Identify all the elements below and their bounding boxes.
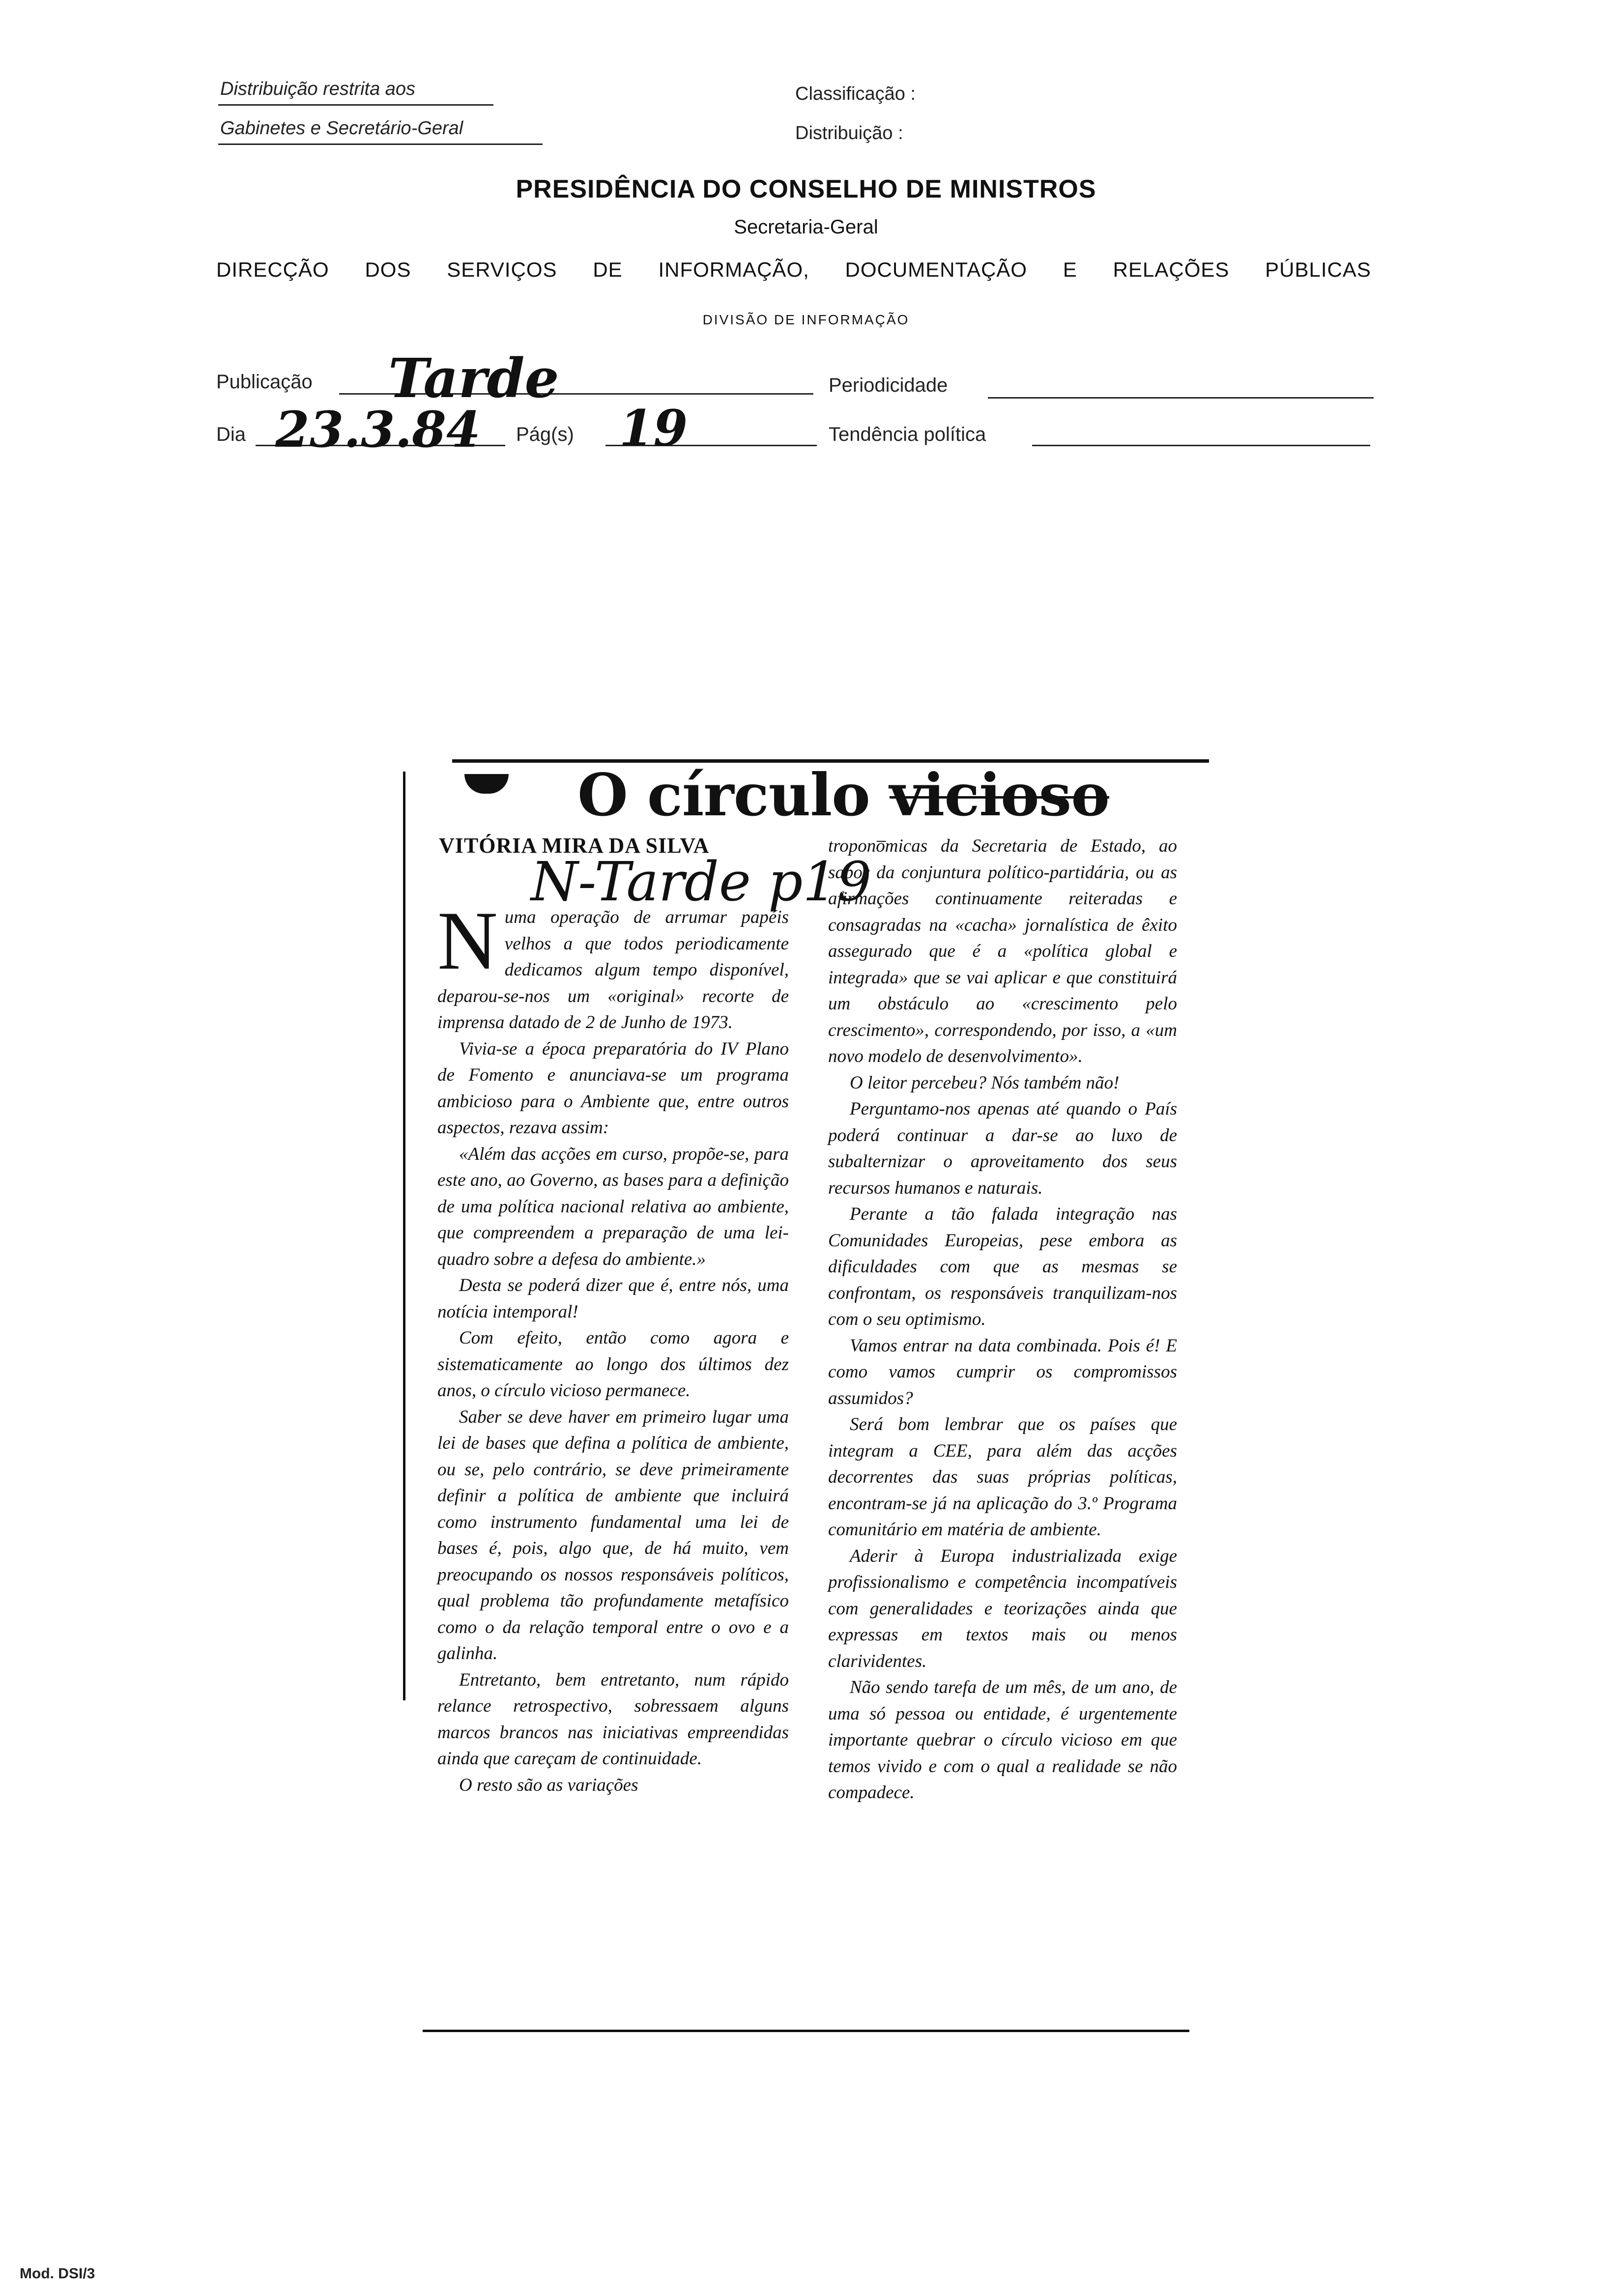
article-paragraph: Aderir à Europa industrializada exige profissionalismo e competência incompatíveis com generalidades e teorizações ainda que expressas em textos mais ou menos clarividentes.: [828, 1546, 1177, 1671]
article-paragraph: Entretanto, bem entretanto, num rápido relance retrospectivo, sobressaem alguns marcos brancos nas iniciativas empreendidas ainda que careçam de continuidade.: [437, 1669, 789, 1769]
direction-line: [216, 258, 1371, 282]
political-tendency-label: Tendência política: [829, 424, 986, 445]
pages-label: Pág(s): [516, 424, 574, 445]
distribution-note-line1: Distribuição restrita aos: [220, 79, 416, 99]
day-label: Dia: [216, 424, 246, 445]
article-paragraph: tropono̅micas da Secretaria de Estado, ao sabor da conjuntura político-partidária, ou as afirmações continuamente reiteradas e consagradas na «cacha» jornalística de êxito assegurado que é a «política global e integrada» que se vai aplicar e que constituirá um obstáculo ao «crescimento pelo crescimento», correspondendo, por isso, a «um novo modelo de desenvolvimento».: [828, 836, 1177, 1066]
day-handwritten: 23.3.84: [275, 401, 481, 459]
drop-cap: N: [437, 894, 498, 987]
distribution-note-underline-1: [218, 104, 493, 106]
direction-word: DE: [593, 258, 623, 281]
article-paragraph: Com efeito, então como agora e sistematicamente ao longo dos últimos dez anos, o círculo vicioso permanece.: [437, 1328, 789, 1401]
article-left-column: [437, 894, 789, 1798]
clipping-bottom-rule: [423, 2030, 1189, 2032]
article-byline: VITÓRIA MIRA DA SILVA: [439, 833, 710, 858]
division-label: DIVISÃO DE INFORMAÇÃO: [702, 312, 910, 327]
periodicity-label: Periodicidade: [829, 374, 948, 396]
publication-handwritten: Tarde: [388, 346, 559, 410]
article-paragraph: Perante a tão falada integração nas Comunidades Europeias, pese embora as dificuldades com que as mesmas se confrontam, os responsáveis tranquilizam-nos com o seu optimismo.: [828, 1204, 1177, 1329]
article-paragraph: Será bom lembrar que os países que integram a CEE, para além das acções decorrentes das suas próprias políticas, encontram-se já na aplicação do 3.º Programa comunitário em matéria de ambiente.: [828, 1414, 1177, 1540]
periodicity-line: [988, 397, 1374, 399]
article-paragraph: uma operação de arrumar papéis velhos a que todos periodicamente dedicamos algum tempo disponível, deparou-se-nos um «original» recorte de imprensa datado de 2 de Junho de 1973.: [437, 907, 789, 1033]
publication-label: Publicação: [216, 371, 313, 393]
direction-word: RELAÇÕES: [1113, 258, 1230, 281]
pages-handwritten: 19: [619, 399, 688, 457]
clipping-left-border: [403, 772, 405, 1700]
direction-word: PÚBLICAS: [1265, 258, 1371, 281]
distribution-label: Distribuição :: [795, 123, 903, 144]
headline-decoration: [464, 774, 509, 794]
article-paragraph: Perguntamo-nos apenas até quando o País poderá continuar a dar-se ao luxo de subalternizar o aproveitamento dos seus recursos humanos e naturais.: [828, 1099, 1177, 1198]
direction-word: DOS: [365, 258, 411, 281]
article-right-column: [828, 833, 1177, 1806]
headline-struck-word: vicioso: [889, 761, 1109, 829]
handwritten-page-note: N-Tarde p19: [531, 850, 872, 913]
article-paragraph: Não sendo tarefa de um mês, de um ano, de uma só pessoa ou entidade, é urgentemente importante quebrar o círculo vicioso em que temos vivido e com o qual a realidade se não compadece.: [828, 1677, 1177, 1803]
direction-word: INFORMAÇÃO,: [658, 258, 809, 281]
org-title: PRESIDÊNCIA DO CONSELHO DE MINISTROS: [516, 175, 1096, 203]
org-subtitle: Secretaria-Geral: [734, 216, 878, 238]
article-paragraph: Vamos entrar na data combinada. Pois é! E como vamos cumprir os compromissos assumidos?: [828, 1335, 1177, 1408]
direction-word: DIRECÇÃO: [216, 258, 329, 281]
headline-text: O círculo: [577, 761, 870, 829]
article-paragraph: O leitor percebeu? Nós também não!: [850, 1072, 1120, 1093]
distribution-note-line2: Gabinetes e Secretário-Geral: [220, 118, 463, 139]
direction-word: SERVIÇOS: [447, 258, 557, 281]
distribution-note-underline-2: [218, 144, 543, 145]
political-tendency-line: [1032, 445, 1370, 446]
article-paragraph: Saber se deve haver em primeiro lugar uma lei de bases que defina a política de ambiente, ou se, pelo contrário, se deve primeiramente definir a política de ambiente que incluirá como instrumento fundamental uma lei de bases é, pois, algo que, de há muito, vem preocupando os nossos responsáveis políticos, qual problema tão profundamente metafísico como o da relação temporal entre o ovo e a galinha.: [437, 1406, 789, 1664]
direction-word: DOCUMENTAÇÃO: [845, 258, 1028, 281]
form-code: Mod. DSI/3: [20, 2266, 95, 2282]
article-headline: [577, 761, 1109, 829]
article-paragraph: O resto são as variações: [459, 1775, 638, 1795]
classification-label: Classificação :: [795, 84, 916, 104]
article-paragraph: Vivia-se a época preparatória do IV Plano de Fomento e anunciava-se um programa ambicioso para o Ambiente que, entre outros aspectos, rezava assim:: [437, 1038, 789, 1138]
article-paragraph: «Além das acções em curso, propõe-se, para este ano, ao Governo, as bases para a definição de uma política nacional relativa ao ambiente, que compreendem a preparação de uma lei-quadro sobre a defesa do ambiente.»: [437, 1144, 789, 1269]
direction-word: E: [1063, 258, 1077, 281]
article-paragraph: Desta se poderá dizer que é, entre nós, uma notícia intemporal!: [437, 1275, 789, 1322]
